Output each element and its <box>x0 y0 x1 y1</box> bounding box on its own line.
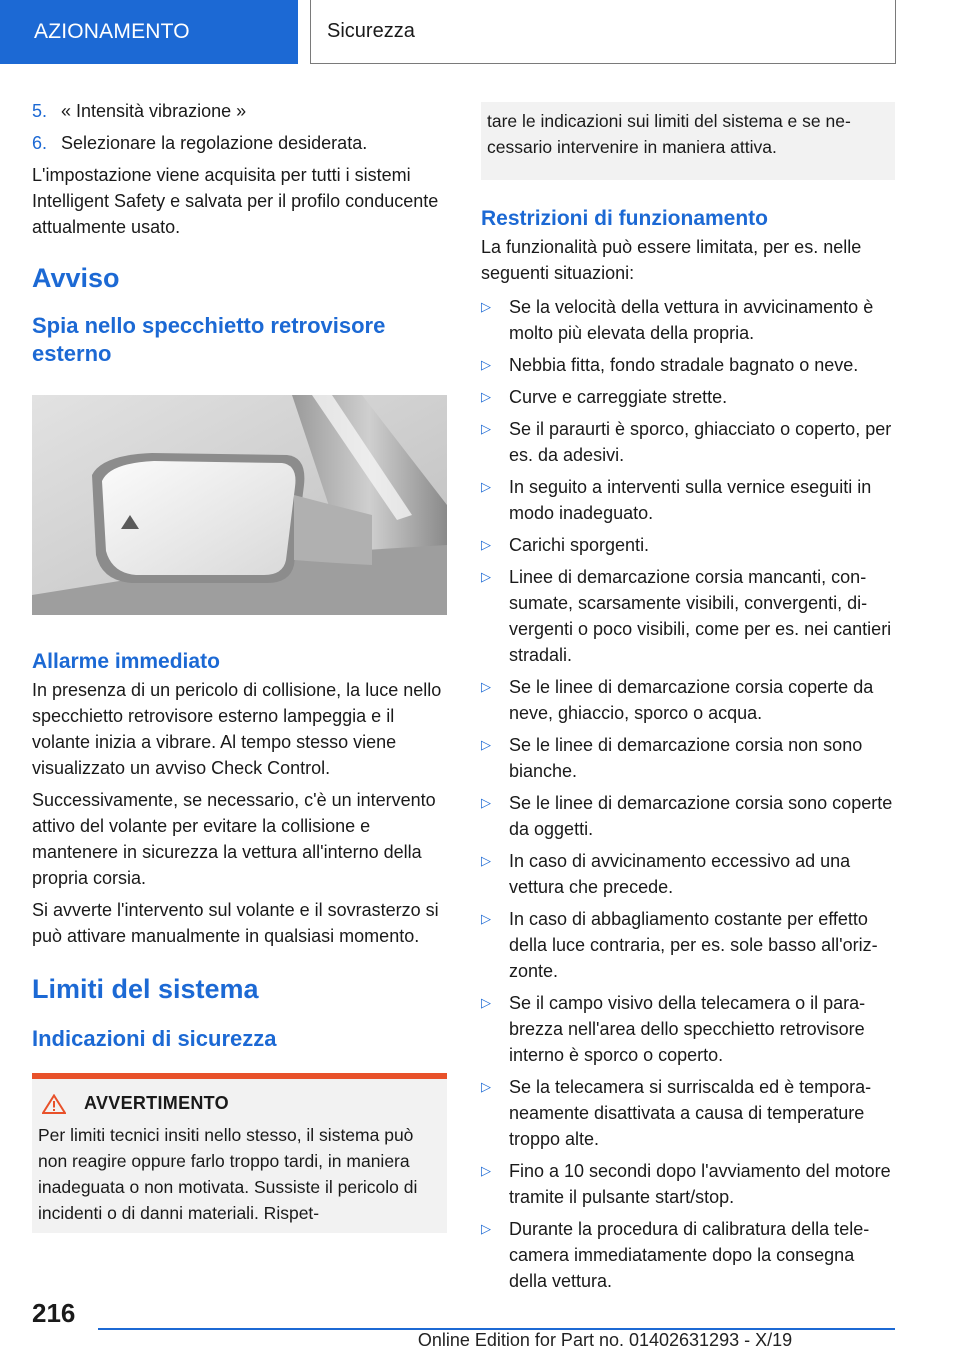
list-item <box>481 674 895 726</box>
bullet-triangle-icon: ▷ <box>481 569 491 584</box>
list-item-text: Se il paraurti è sporco, ghiacciato o coperto, per es. da adesivi. <box>509 419 892 465</box>
allarme-paragraph-3: Si avverte l'intervento sul volante e il sovrasterzo si può attivare manualmente in qualsiasi momento. <box>32 900 439 946</box>
intro-paragraph: L'impostazione viene acquisita per tutti i sistemi Intelligent Safety e salvata per il profilo conducente attualmente usato. <box>32 165 439 237</box>
warning-continuation <box>481 102 895 180</box>
bullet-triangle-icon: ▷ <box>481 911 491 926</box>
step-number: 5. <box>32 101 48 121</box>
heading-allarme: Allarme immediato <box>32 650 220 673</box>
list-item-text: Curve e carreggiate strette. <box>509 387 728 407</box>
list-item <box>481 990 895 1068</box>
right-column <box>481 102 895 1300</box>
list-item-text: Se le linee di demarcazione corsia non sono bianche. <box>509 735 863 781</box>
restrizioni-intro: La funzionalità può essere limitata, per es. nelle seguenti situazioni: <box>481 237 862 283</box>
allarme-paragraph-2: Successivamente, se necessario, c'è un intervento attivo del volante per evitare la collisione e mantenere in sicurezza la vettura all'interno della propria corsia. <box>32 790 436 888</box>
restrictions-list <box>481 294 895 1294</box>
warning-text: Per limiti tecnici insiti nello stesso, il sistema può non reagire oppure farlo troppo tardi, in maniera inadeguata o non motivata. Sussiste il pericolo di incidenti o di danni materiali. Rispet- <box>38 1125 418 1223</box>
heading-avviso: Avviso <box>32 263 120 293</box>
bullet-triangle-icon: ▷ <box>481 853 491 868</box>
list-item <box>481 352 895 378</box>
bullet-triangle-icon: ▷ <box>481 679 491 694</box>
bullet-triangle-icon: ▷ <box>481 299 491 314</box>
list-item <box>481 474 895 526</box>
heading-indicazioni: Indicazioni di sicurezza <box>32 1026 277 1051</box>
allarme-paragraph-1: In presenza di un pericolo di collisione, la luce nello specchietto retrovisore esterno lampeggia e il volante inizia a vibrare. Al tempo stesso viene visualizzato un avviso Check Control. <box>32 680 442 778</box>
list-item <box>481 294 895 346</box>
list-item <box>481 790 895 842</box>
footer-edition: Online Edition for Part no. 01402631293 - X/19 <box>417 1330 793 1350</box>
warning-triangle-icon <box>42 1094 66 1114</box>
list-item <box>481 416 895 468</box>
heading-limiti: Limiti del sistema <box>32 974 259 1004</box>
bullet-triangle-icon: ▷ <box>481 1079 491 1094</box>
list-item <box>32 98 447 124</box>
bullet-triangle-icon: ▷ <box>481 1221 491 1236</box>
list-item-text: In seguito a interventi sulla vernice eseguiti in modo inadeguato. <box>509 477 872 523</box>
list-item <box>481 564 895 668</box>
left-column <box>32 98 447 1233</box>
heading-restrizioni: Restrizioni di funzionamento <box>481 207 768 230</box>
step-text: Selezionare la regolazione desiderata. <box>61 133 368 153</box>
mirror-illustration <box>32 395 447 615</box>
bullet-triangle-icon: ▷ <box>481 995 491 1010</box>
warning-box <box>32 1073 447 1233</box>
side-mirror-image <box>32 395 447 615</box>
list-item <box>481 1216 895 1294</box>
list-item-text: Se le linee di demarcazione corsia sono coperte da oggetti. <box>509 793 893 839</box>
bullet-triangle-icon: ▷ <box>481 1163 491 1178</box>
list-item-text: Se le linee di demarcazione corsia coperte da neve, ghiaccio, sporco o acqua. <box>509 677 874 723</box>
list-item <box>481 906 895 984</box>
list-item-text: Nebbia fitta, fondo stradale bagnato o neve. <box>509 355 859 375</box>
list-item <box>32 130 447 156</box>
bullet-triangle-icon: ▷ <box>481 737 491 752</box>
list-item-text: Se il campo visivo della telecamera o il parabrezza nell'area dello specchietto retrovisore interno è sporco o coperto. <box>509 993 866 1065</box>
list-item-text: Se la velocità della vettura in avvicinamento è molto più elevata della propria. <box>509 297 874 343</box>
warning-title: AVVERTIMENTO <box>84 1093 229 1113</box>
bullet-triangle-icon: ▷ <box>481 389 491 404</box>
list-item-text: Fino a 10 secondi dopo l'avviamento del motore tramite il pulsante start/stop. <box>509 1161 891 1207</box>
list-item <box>481 1158 895 1210</box>
bullet-triangle-icon: ▷ <box>481 537 491 552</box>
list-item-text: In caso di abbagliamento costante per effetto della luce contraria, per es. sole basso all'orizzonte. <box>509 909 878 981</box>
step-number: 6. <box>32 133 48 153</box>
warning-text-continued: tare le indicazioni sui limiti del sistema e se necessario intervenire in maniera attiva. <box>487 111 851 157</box>
heading-spia: Spia nello specchietto retrovisore esterno <box>32 313 386 366</box>
bullet-triangle-icon: ▷ <box>481 795 491 810</box>
list-item <box>481 532 895 558</box>
step-text: « Intensità vibrazione » <box>61 101 247 121</box>
list-item <box>481 848 895 900</box>
list-item-text: Carichi sporgenti. <box>509 535 650 555</box>
section-tab: AZIONAMENTO <box>0 0 298 64</box>
warning-header <box>38 1093 435 1114</box>
list-item <box>481 1074 895 1152</box>
bullet-triangle-icon: ▷ <box>481 479 491 494</box>
list-item <box>481 384 895 410</box>
list-item <box>481 732 895 784</box>
page-number: 216 <box>32 1298 76 1328</box>
list-item-text: Linee di demarcazione corsia mancanti, consumate, scarsamente visibili, convergenti, divergenti o poco visibili, come per es. nei cantieri stradali. <box>509 567 892 665</box>
list-item-text: Durante la procedura di calibratura della telecamera immediatamente dopo la consegna della vettura. <box>509 1219 870 1291</box>
bullet-triangle-icon: ▷ <box>481 421 491 436</box>
list-item-text: In caso di avvicinamento eccessivo ad una vettura che precede. <box>509 851 851 897</box>
page-title: Sicurezza <box>310 0 896 64</box>
bullet-triangle-icon: ▷ <box>481 357 491 372</box>
list-item-text: Se la telecamera si surriscalda ed è temporaneamente disattivata a causa di temperature troppo alte. <box>509 1077 872 1149</box>
